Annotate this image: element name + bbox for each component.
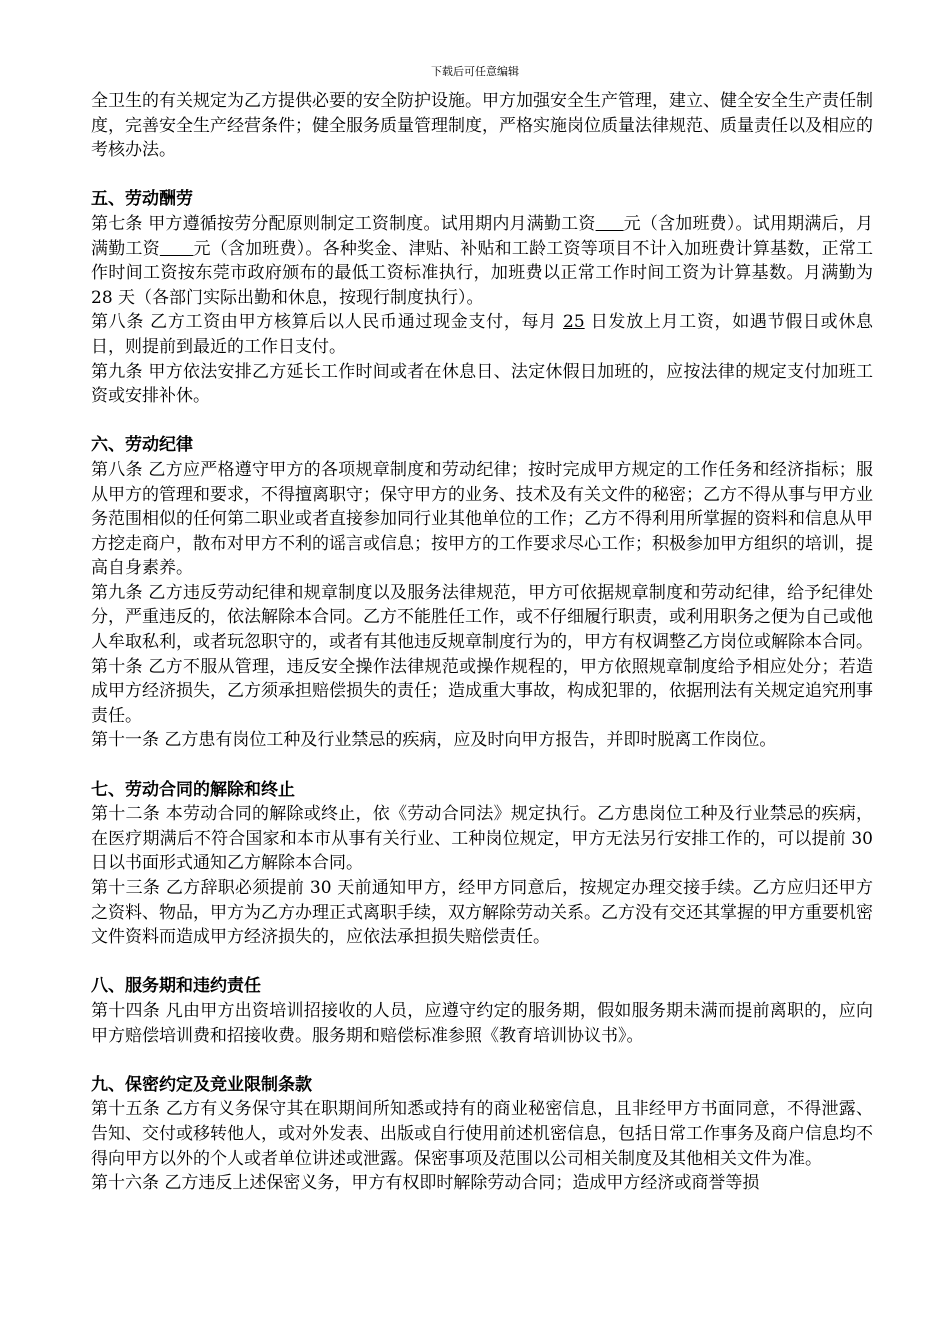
section-spacer (91, 950, 873, 975)
article-10-paragraph: 第十条 乙方不服从管理，违反安全操作法律规范或操作规程的，甲方依照规章制度给予相应处分；若造成甲方经济损失，乙方须承担赔偿损失的责任；造成重大事故，构成犯罪的，依据刑法有关规定追究刑事责任。 (91, 656, 873, 726)
article-16-paragraph: 第十六条 乙方违反上述保密义务，甲方有权即时解除劳动合同；造成甲方经济或商誉等损 (91, 1173, 760, 1194)
article-7-paragraph (91, 212, 873, 310)
payday-value: 25 (563, 312, 585, 333)
article-9-overtime-paragraph: 第九条 甲方依法安排乙方延长工作时间或者在休息日、法定休假日加班的，应按法律的规定支付加班工资或安排补休。 (91, 361, 873, 407)
section-7-heading: 七、劳动合同的解除和终止 (91, 779, 295, 800)
section-spacer (91, 753, 873, 778)
section-9-heading: 九、保密约定及竞业限制条款 (91, 1074, 312, 1095)
section-8-heading: 八、服务期和违约责任 (91, 976, 261, 997)
article-14-paragraph: 第十四条 凡由甲方出资培训招接收的人员，应遵守约定的服务期，假如服务期未满而提前离职的，应向甲方赔偿培训费和招接收费。服务期和赔偿标准参照《教育培训协议书》。 (91, 1000, 873, 1046)
article-8-text-a: 第八条 乙方工资由甲方核算后以人民币通过现金支付，每月 (91, 312, 563, 333)
article-13-paragraph: 第十三条 乙方辞职必须提前 30 天前通知甲方，经甲方同意后，按规定办理交接手续。乙方应归还甲方之资料、物品，甲方为乙方办理正式离职手续，双方解除劳动关系。乙方没有交还其掌握的甲方重要机密文件资料而造成甲方经济损失的，应依法承担损失赔偿责任。 (91, 878, 873, 948)
section-spacer (91, 1048, 873, 1073)
article-8-wage-paragraph (91, 310, 873, 359)
section-6-heading: 六、劳动纪律 (91, 435, 193, 456)
article-8-text-b: 日发放上月工资，如遇节假日或休息日，则提前到最近的工作日支付。 (91, 312, 874, 357)
article-12-paragraph: 第十二条 本劳动合同的解除或终止，依《劳动合同法》规定执行。乙方患岗位工种及行业禁忌的疾病，在医疗期满后不符合国家和本市从事有关行业、工种岗位规定，甲方无法另行安排工作的，可以提前 30 日以书面形式通知乙方解除本合同。 (91, 804, 873, 874)
intro-paragraph: 全卫生的有关规定为乙方提供必要的安全防护设施。甲方加强安全生产管理，建立、健全安全生产责任制度，完善安全生产经营条件；健全服务质量管理制度，严格实施岗位质量法律规范、质量责任以及相应的考核办法。 (91, 91, 873, 161)
trial-wage-blank (596, 214, 624, 234)
section-spacer (91, 163, 873, 188)
article-11-paragraph: 第十一条 乙方患有岗位工种及行业禁忌的疾病，应及时向甲方报告，并即时脱离工作岗位。 (91, 730, 777, 751)
section-spacer (91, 409, 873, 434)
document-body (91, 89, 873, 1196)
article-7-text-c: 元（含加班费）。各种奖金、津贴、补贴和工龄工资等项目不计入加班费计算基数，正常工作时间工资按东莞市政府颁布的最低工资标准执行，加班费以正常工作时间工资为计算基数。月满勤为 28 天（各部门实际出勤和休息，按现行制度执行）。 (91, 238, 873, 308)
page-header-caption: 下载后可任意编辑 (431, 65, 519, 78)
article-9-discipline-paragraph: 第九条 乙方违反劳动纪律和规章制度以及服务法律规范，甲方可依据规章制度和劳动纪律，给予纪律处分，严重违反的，依法解除本合同。乙方不能胜任工作，或不仔细履行职责，或利用职务之便为自己或他人牟取私利，或者玩忽职守的，或者有其他违反规章制度行为的，甲方有权调整乙方岗位或解除本合同。 (91, 582, 873, 653)
article-7-text-a: 第七条 甲方遵循按劳分配原则制定工资制度。试用期内月满勤工资 (91, 213, 596, 234)
section-5-heading: 五、劳动酬劳 (91, 189, 193, 210)
article-15-paragraph: 第十五条 乙方有义务保守其在职期间所知悉或持有的商业秘密信息，且非经甲方书面同意，不得泄露、告知、交付或移转他人，或对外发表、出版或自行使用前述机密信息，包括日常工作事务及商户信息均不得向甲方以外的个人或者单位讲述或泄露。保密事项及范围以公司相关制度及其他相关文件为准。 (91, 1099, 873, 1169)
article-8-discipline-paragraph: 第八条 乙方应严格遵守甲方的各项规章制度和劳动纪律；按时完成甲方规定的工作任务和经济指标；服从甲方的管理和要求，不得擅离职守；保守甲方的业务、技术及有关文件的秘密；乙方不得从事与甲方业务范围相似的任何第二职业或者直接参加同行业其他单位的工作；乙方不得利用所掌握的资料和信息从甲方挖走商户，散布对甲方不利的谣言或信息；按甲方的工作要求尽心工作；积极参加甲方组织的培训，提高自身素养。 (91, 459, 873, 579)
article-7-text-b: 元（含加班费）。试用期满后，月满勤工资 (91, 213, 873, 259)
regular-wage-blank (160, 239, 194, 259)
